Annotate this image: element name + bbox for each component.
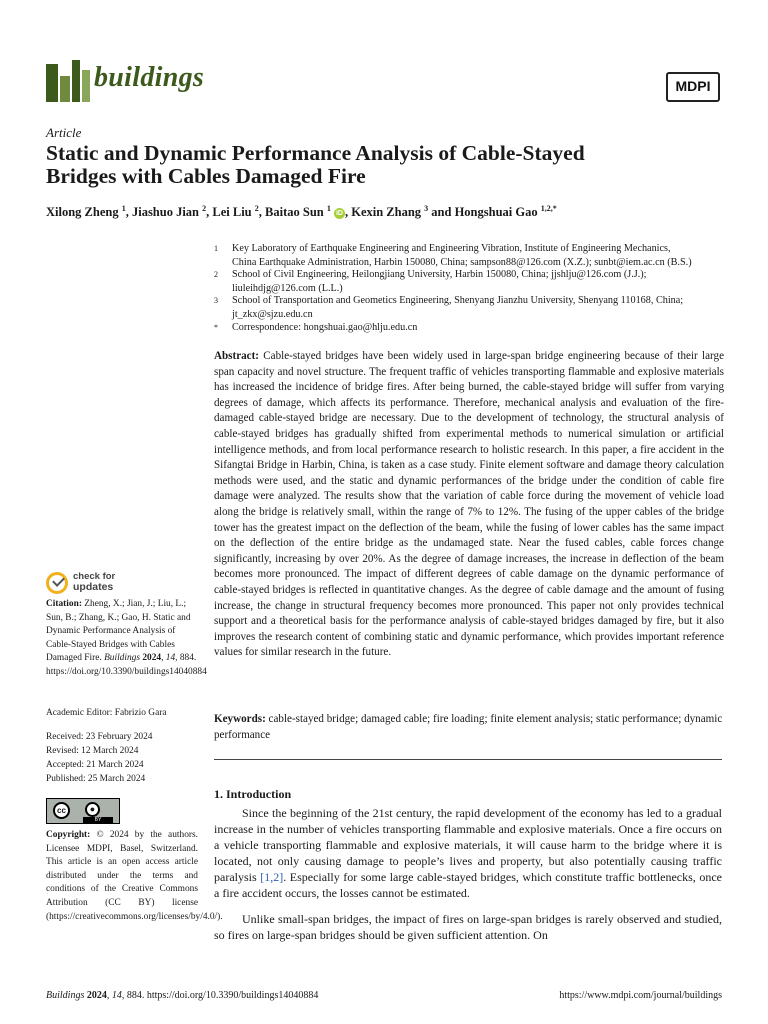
body-text: . Especially for some large cable-stayed bridges, which constitute traffic bottlenecks, once a fire accident occurs, the losses cannot be estimated. — [214, 870, 723, 900]
date-received: Received: 23 February 2024 — [46, 732, 153, 742]
cc-icon: cc — [53, 802, 70, 819]
footer-year: 2024 — [86, 990, 107, 1001]
citation-doi[interactable]: , 884. https://doi.org/10.3390/buildings14040884 — [46, 653, 207, 677]
affiliation-line: liuleihdjg@126.com (L.L.) — [232, 282, 343, 294]
check-updates-line: updates — [73, 581, 114, 593]
footer-journal: Buildings — [46, 990, 85, 1001]
orcid-icon[interactable]: iD — [335, 210, 343, 218]
author-name: Lei Liu — [212, 205, 252, 220]
citation-year: 2024 — [142, 653, 162, 664]
keywords-text: cable-stayed bridge; damaged cable; fire loading; finite element analysis; static performance; dynamic performance — [214, 713, 723, 741]
citation-link[interactable]: [1,2] — [260, 870, 284, 884]
author-sup: 1,2,* — [540, 204, 557, 213]
author-sup: 2 — [202, 204, 207, 213]
citation-label: Citation: — [46, 599, 82, 609]
affiliation-line: School of Transportation and Geometics Engineering, Shenyang Jianzhu University, Shenyang 110168, China; — [232, 295, 684, 306]
affiliation-number: 3 — [214, 296, 218, 305]
keywords — [214, 711, 724, 743]
article-type: Article — [46, 125, 82, 140]
author-sup: 3 — [424, 204, 429, 213]
academic-editor: Academic Editor: Fabrizio Gara — [46, 708, 167, 718]
check-updates-label — [73, 572, 115, 592]
title-line-2: Bridges with Cables Damaged Fire — [46, 164, 366, 188]
copyright-block — [46, 829, 223, 924]
title-line-1: Static and Dynamic Performance Analysis of Cable-Stayed — [46, 141, 585, 165]
date-accepted: Accepted: 21 March 2024 — [46, 760, 144, 770]
author-name: Jiashuo Jian — [131, 205, 200, 220]
affiliation-number: 1 — [214, 244, 218, 253]
author-name: Xilong Zheng — [46, 205, 119, 220]
author-sup: 1 — [121, 204, 126, 213]
citation-text: Zheng, X.; Jian, J.; Liu, L.; Sun, B.; Zhang, K.; Gao, H. Static and Dynamic Performance Analysis of Cable-Stayed Bridges with Cables Damaged Fire. — [46, 599, 191, 664]
abstract-text: Cable-stayed bridges have been widely used in large-span bridge engineering because of their large span capacity and novel structure. The frequent traffic of vehicles transporting flammable and explosive materials has increased the incidence of bridge fires. After being burned, the cable-stayed bridge will suffer from varying degrees of damage, which affects its performance. Therefore, mechanical analysis and evaluation of the fire-damaged cable-stayed bridge are necessary. Due to the development of technology, the structural analysis of cable-stayed bridges has gradually shifted from experimental methods to numerical simulation or artificial intelligence methods, and from local performance research to holistic research. In this paper, a fire accident in the Sifangtai Bridge in Harbin, China, is taken as a case study. Finite element software and damage theory calculation methods were used, and the static and dynamic performances of the bridge under the condition of cable fire damage were analyzed. The results show that the variation of cable force during the movement of vehicle load along the bridge is relatively small, within the range of 7% to 12%. The fusing of the upper cables of the bridge tower has the greatest impact on the deflection of the beam, while the fusing of lower cables has the same impact on the deflection of the entire bridge as the undamaged state. Near the fused cables, cable forces change significantly, increasing by over 20%. As the degree of damage increases, the increase in deflection of the beam becomes more pronounced. The impact of different degrees of cable damage on the dynamic performance of cable-stayed bridges is reflected in quantitative changes. As the degree of cable damage and the amount of fusing increase, the change in structural frequency becomes more pronounced. This paper not only provides technical support and a theoretical basis for the performance analysis of cable-stayed bridges damaged by fire, but it also improves the research content of combining static and dynamic performance, which provides important reference values for similar research in the future. — [214, 350, 724, 659]
affiliation-line: China Earthquake Administration, Harbin 150080, China; sampson88@126.com (X.Z.); sunbt@iem.ac.cn (B.S.) — [232, 256, 692, 268]
footer-volume: 14 — [111, 990, 122, 1001]
author-sup: 2 — [254, 204, 259, 213]
copyright-label: Copyright: — [46, 830, 91, 840]
cc-by-label: BY — [83, 817, 113, 823]
author-sup: 1 — [326, 204, 331, 213]
body-text: Unlike small-span bridges, the impact of fires on large-span bridges is rarely observed and studied, so fires on large-span bridges should be given sufficient attention. On — [214, 912, 722, 942]
author-name: Baitao Sun — [265, 205, 324, 220]
footer-journal-link[interactable]: https://www.mdpi.com/journal/buildings — [559, 990, 722, 1001]
affiliation-number: * — [214, 323, 218, 332]
check-updates-icon — [46, 572, 68, 594]
cc-license-icon[interactable] — [46, 798, 120, 824]
author-name: Hongshuai Gao — [454, 205, 538, 220]
author-list: Xilong Zheng $^1$, Jiashuo Jian $^2$, Lei Liu $^2$, Baitao Sun $^1$ iD , Kexin Zhang $^3$ and Hongshuai Gao $^{1,2,*}$ — [46, 204, 557, 220]
page-title — [46, 142, 726, 188]
abstract-label: Abstract: — [214, 350, 259, 362]
journal-logo-icon — [46, 60, 90, 102]
author-name: Kexin Zhang — [351, 205, 422, 220]
correspondence-line: Correspondence: hongshuai.gao@hlju.edu.cn — [232, 322, 418, 333]
body-paragraph — [214, 805, 722, 901]
footer-citation: Buildings 2024, 14, 884. https://doi.org/10.3390/buildings14040884 — [46, 990, 319, 1001]
copyright-text: © 2024 by the authors. Licensee MDPI, Basel, Switzerland. This article is an open access article distributed under the terms and conditions of the Creative Commons Attribution (CC BY) license (https://creativecommons.org/licenses/by/4.0/). — [46, 830, 223, 922]
affiliation-number: 2 — [214, 270, 218, 279]
body-paragraph — [214, 911, 722, 943]
publisher-logo — [666, 72, 720, 102]
check-for-updates-button[interactable] — [46, 572, 176, 596]
check-updates-line: check for — [73, 571, 116, 582]
citation-journal: Buildings — [104, 653, 141, 664]
affiliation-line: Key Laboratory of Earthquake Engineering and Engineering Vibration, Institute of Engineering Mechanics, — [232, 243, 671, 254]
section-divider — [214, 759, 722, 760]
body-text: Since the beginning of the 21st century, the rapid development of the economy has led to a gradual increase in the number of vehicles transporting flammable and explosive materials. Once a fire occurs on a vehicle transporting flammable and explosive materials, it will cause harm to the bridge where it is located, not only causing damage to people’s lives and property, but also potentially causing traffic paralysis — [214, 806, 722, 884]
date-revised: Revised: 12 March 2024 — [46, 746, 139, 756]
attribution-icon: ● — [85, 802, 100, 817]
citation-volume: 14 — [165, 653, 176, 664]
journal-name: buildings — [94, 62, 205, 93]
date-published: Published: 25 March 2024 — [46, 774, 146, 784]
affiliation-line: School of Civil Engineering, Heilongjiang University, Harbin 150080, China; jjshlju@126.com (J.J.); — [232, 269, 647, 280]
footer-doi[interactable]: , 884. https://doi.org/10.3390/buildings14040884 — [121, 990, 319, 1001]
abstract — [214, 349, 724, 661]
section-heading: 1. Introduction — [214, 787, 292, 801]
citation-block: Citation: Zheng, X.; Jian, J.; Liu, L.; Sun, B.; Zhang, K.; Gao, H. Static and Dynamic Performance Analysis of Cable-Stayed Bridges with Cables Damaged Fire. Buildings 2024, 14, 884. https://doi.org/10.3390/buildings14040884 — [46, 599, 207, 677]
affiliation-line: jt_zkx@sjzu.edu.cn — [232, 308, 313, 320]
keywords-label: Keywords: — [214, 713, 266, 725]
publisher-label: MDPI — [675, 78, 711, 94]
